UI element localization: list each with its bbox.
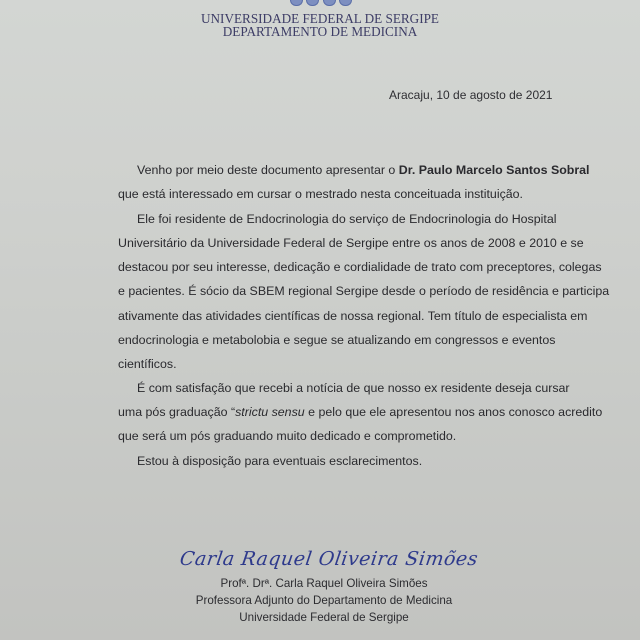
paragraph-3-line-2 xyxy=(118,400,603,424)
paragraph-2-line-1: Ele foi residente de Endocrinologia do serviço de Endocrinologia do Hospital xyxy=(137,212,557,226)
italic-term: strictu sensu xyxy=(235,405,305,419)
signer-title: Professora Adjunto do Departamento de Medicina xyxy=(195,594,453,607)
department-name: DEPARTAMENTO DE MEDICINA xyxy=(222,24,418,39)
paragraph-text: Venho por meio deste documento apresentar o xyxy=(137,163,399,177)
letter-date: Aracaju, 10 de agosto de 2021 xyxy=(389,88,553,102)
paragraph-text: uma pós graduação “ xyxy=(118,405,236,419)
institution-name: UNIVERSIDADE FEDERAL DE SERGIPE xyxy=(201,11,439,26)
signer-institution: Universidade Federal de Sergipe xyxy=(239,611,409,624)
paragraph-2-line-7: científicos. xyxy=(118,357,177,371)
paragraph-2-line-4: e pacientes. É sócio da SBEM regional Sergipe desde o período de residência e participa xyxy=(118,284,610,298)
paragraph-2-line-6: endocrinologia e metabolobia e segue se atualizando em congressos e eventos xyxy=(118,333,556,347)
paragraph-4-line-1: Estou à disposição para eventuais esclarecimentos. xyxy=(137,454,423,468)
paragraph-2-line-5: ativamente das atividades científicas de nossa regional. Tem título de especialista em xyxy=(118,309,588,323)
paragraph-3-line-3: que será um pós graduando muito dedicado e comprometido. xyxy=(118,429,457,443)
paragraph-2-line-3: destacou por seu interesse, dedicação e cordialidade de trato com preceptores, colegas xyxy=(118,260,602,274)
paragraph-text: e pelo que ele apresentou nos anos conosco acredito xyxy=(304,405,603,419)
candidate-name: Dr. Paulo Marcelo Santos Sobral xyxy=(398,163,590,177)
paragraph-1-line-2: que está interessado em cursar o mestrado nesta conceituada instituição. xyxy=(118,187,523,201)
signer-name: Profª. Drª. Carla Raquel Oliveira Simões xyxy=(220,577,428,590)
handwritten-signature: Carla Raquel Oliveira Simões xyxy=(178,548,480,570)
paragraph-1-line-1 xyxy=(137,158,590,182)
paragraph-2-line-2: Universitário da Universidade Federal de Sergipe entre os anos de 2008 e 2010 e se xyxy=(118,236,584,250)
paragraph-3-line-1: É com satisfação que recebi a notícia de que nosso ex residente deseja cursar xyxy=(137,381,570,395)
university-logo-icon xyxy=(290,0,352,5)
